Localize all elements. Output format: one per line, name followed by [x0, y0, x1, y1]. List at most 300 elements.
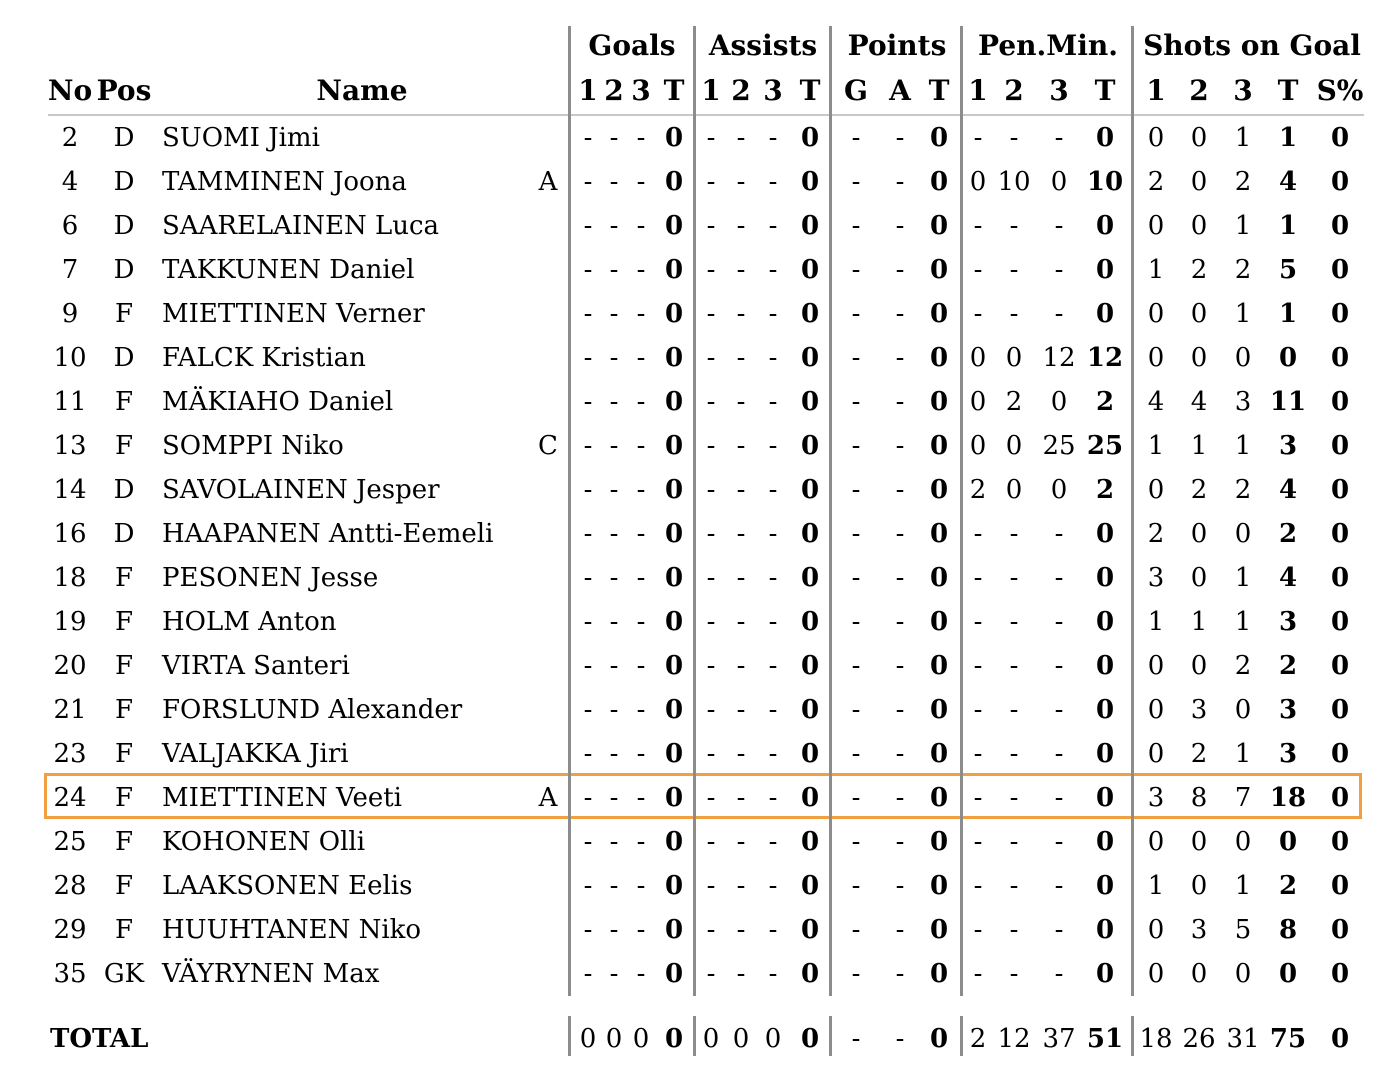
stat-penmin: 0: [1095, 827, 1115, 857]
stat-goals: -: [636, 299, 646, 329]
player-position: F: [114, 563, 134, 593]
stat-goals: -: [583, 563, 593, 593]
stat-goals: -: [636, 783, 646, 813]
player-name: MIETTINEN Veeti: [162, 783, 402, 813]
stat-goals: 0: [664, 343, 684, 373]
player-number: 10: [53, 343, 87, 373]
stat-penmin: -: [1009, 519, 1019, 549]
stat-assists: -: [768, 607, 778, 637]
stat-shots: 3: [1278, 607, 1298, 637]
stat-shots: 0: [1330, 123, 1350, 153]
stat-shots: 0: [1190, 959, 1208, 989]
stat-shots: 0: [1278, 827, 1298, 857]
stat-points: 0: [929, 739, 949, 769]
stat-penmin: 0: [1095, 123, 1115, 153]
stat-points: -: [851, 827, 861, 857]
stat-assists: -: [706, 783, 716, 813]
player-number: 11: [53, 387, 87, 417]
stat-shots: 3: [1147, 563, 1165, 593]
stat-penmin: -: [973, 211, 983, 241]
total-penmin: 37: [1042, 1024, 1076, 1054]
stat-points: 0: [929, 651, 949, 681]
stat-penmin: -: [973, 739, 983, 769]
stat-goals: -: [636, 871, 646, 901]
player-number: 7: [61, 255, 79, 285]
stat-assists: 0: [800, 915, 820, 945]
stat-shots: 1: [1190, 607, 1208, 637]
stat-shots: 1: [1234, 563, 1252, 593]
stat-points: -: [851, 783, 861, 813]
player-role: A: [538, 167, 558, 197]
stat-points: 0: [929, 211, 949, 241]
stat-shots: 3: [1278, 695, 1298, 725]
stat-assists: -: [736, 211, 746, 241]
player-position: F: [114, 871, 134, 901]
stat-shots: 18: [1269, 783, 1307, 813]
header-divider: [48, 114, 1364, 116]
stat-goals: -: [636, 431, 646, 461]
stat-shots: 8: [1190, 783, 1208, 813]
stat-goals: -: [609, 739, 619, 769]
stat-shots: 0: [1234, 695, 1252, 725]
player-name: MÄKIAHO Daniel: [162, 387, 394, 417]
group-header-points: Points: [847, 29, 947, 62]
stat-assists: -: [706, 651, 716, 681]
stat-penmin: 2: [1095, 387, 1115, 417]
stat-assists: -: [706, 827, 716, 857]
stat-assists: -: [736, 167, 746, 197]
stat-goals: -: [636, 255, 646, 285]
stat-shots: 0: [1330, 519, 1350, 549]
stat-goals: -: [636, 343, 646, 373]
stat-penmin: -: [1054, 255, 1064, 285]
stat-penmin: -: [973, 915, 983, 945]
stat-penmin: -: [973, 695, 983, 725]
stat-penmin: 0: [1095, 871, 1115, 901]
stat-assists: -: [736, 695, 746, 725]
col-header-goals: 3: [631, 74, 651, 107]
player-position: F: [114, 915, 134, 945]
stat-points: 0: [929, 123, 949, 153]
player-number: 18: [53, 563, 87, 593]
stat-assists: -: [736, 651, 746, 681]
player-name: TAKKUNEN Daniel: [162, 255, 415, 285]
stat-goals: -: [583, 739, 593, 769]
stat-penmin: -: [1054, 871, 1064, 901]
player-name: SOMPPI Niko: [162, 431, 344, 461]
stat-assists: -: [768, 695, 778, 725]
stat-goals: 0: [664, 651, 684, 681]
player-role: C: [538, 431, 558, 461]
stat-assists: 0: [800, 211, 820, 241]
stat-goals: -: [609, 651, 619, 681]
stat-penmin: 0: [1005, 431, 1023, 461]
stat-goals: -: [583, 519, 593, 549]
player-name: KOHONEN Olli: [162, 827, 366, 857]
stat-shots: 0: [1190, 343, 1208, 373]
stat-shots: 4: [1190, 387, 1208, 417]
stat-goals: -: [583, 915, 593, 945]
stat-assists: -: [736, 519, 746, 549]
stat-penmin: -: [1009, 255, 1019, 285]
stat-goals: -: [583, 255, 593, 285]
stat-goals: -: [609, 783, 619, 813]
stat-goals: -: [609, 959, 619, 989]
stat-assists: -: [736, 343, 746, 373]
stat-goals: -: [609, 563, 619, 593]
player-number: 19: [53, 607, 87, 637]
stat-penmin: -: [1054, 299, 1064, 329]
stat-points: -: [895, 739, 905, 769]
total-assists: 0: [702, 1024, 720, 1054]
stat-penmin: 0: [1050, 167, 1068, 197]
stat-penmin: 10: [1086, 167, 1124, 197]
player-number: 20: [53, 651, 87, 681]
stat-goals: -: [609, 299, 619, 329]
player-role: A: [538, 783, 558, 813]
stat-shots: 8: [1278, 915, 1298, 945]
col-header-no: No: [47, 74, 93, 107]
stat-shots: 2: [1234, 167, 1252, 197]
player-name: SAARELAINEN Luca: [162, 211, 440, 241]
stat-shots: 0: [1147, 915, 1165, 945]
stat-penmin: 25: [1042, 431, 1076, 461]
stat-goals: -: [636, 695, 646, 725]
stat-goals: 0: [664, 167, 684, 197]
stat-points: -: [895, 519, 905, 549]
stat-shots: 0: [1147, 299, 1165, 329]
stat-shots: 4: [1278, 563, 1298, 593]
stat-penmin: -: [1009, 915, 1019, 945]
total-points: -: [895, 1024, 905, 1054]
col-header-penmin: 3: [1049, 74, 1069, 107]
stat-shots: 0: [1330, 431, 1350, 461]
stat-assists: 0: [800, 651, 820, 681]
stat-points: -: [895, 607, 905, 637]
stat-goals: -: [609, 915, 619, 945]
stat-assists: -: [706, 167, 716, 197]
stat-shots: 2: [1190, 739, 1208, 769]
stat-assists: -: [768, 211, 778, 241]
stat-assists: 0: [800, 519, 820, 549]
stat-assists: 0: [800, 475, 820, 505]
stat-penmin: -: [973, 255, 983, 285]
stat-penmin: 0: [1095, 255, 1115, 285]
stat-penmin: 0: [1005, 343, 1023, 373]
stat-goals: -: [583, 387, 593, 417]
stat-penmin: 12: [1042, 343, 1076, 373]
col-header-assists: T: [799, 74, 821, 107]
stat-penmin: 2: [1005, 387, 1023, 417]
stat-points: 0: [929, 431, 949, 461]
stat-assists: -: [736, 123, 746, 153]
total-shots: 0: [1330, 1024, 1350, 1054]
stat-penmin: -: [1054, 915, 1064, 945]
stat-shots: 0: [1234, 519, 1252, 549]
stat-shots: 2: [1234, 651, 1252, 681]
stat-goals: -: [609, 387, 619, 417]
player-name: HAAPANEN Antti-Eemeli: [162, 519, 494, 549]
stat-goals: -: [609, 167, 619, 197]
stat-goals: 0: [664, 255, 684, 285]
stat-penmin: 0: [1095, 695, 1115, 725]
player-position: GK: [103, 959, 145, 989]
stat-goals: 0: [664, 827, 684, 857]
col-header-shots: 3: [1233, 74, 1253, 107]
stat-assists: 0: [800, 695, 820, 725]
stat-goals: -: [609, 695, 619, 725]
stat-points: -: [895, 563, 905, 593]
player-name: PESONEN Jesse: [162, 563, 379, 593]
stat-goals: -: [636, 211, 646, 241]
stat-points: -: [851, 739, 861, 769]
stat-goals: -: [583, 431, 593, 461]
stat-shots: 0: [1330, 387, 1350, 417]
total-goals: 0: [579, 1024, 597, 1054]
stat-goals: -: [583, 959, 593, 989]
stat-shots: 0: [1330, 607, 1350, 637]
stat-shots: 3: [1147, 783, 1165, 813]
stat-penmin: 0: [969, 431, 987, 461]
stat-points: -: [895, 387, 905, 417]
stat-assists: -: [768, 827, 778, 857]
stat-penmin: -: [1054, 607, 1064, 637]
stat-shots: 0: [1190, 211, 1208, 241]
stat-points: 0: [929, 255, 949, 285]
player-position: D: [113, 343, 135, 373]
stat-goals: -: [609, 475, 619, 505]
stat-points: -: [851, 167, 861, 197]
stat-shots: 2: [1278, 871, 1298, 901]
stat-shots: 1: [1234, 607, 1252, 637]
stat-penmin: -: [973, 827, 983, 857]
col-header-goals: T: [663, 74, 685, 107]
player-position: D: [113, 519, 135, 549]
stat-assists: -: [736, 739, 746, 769]
stat-shots: 1: [1234, 123, 1252, 153]
stat-penmin: -: [1009, 299, 1019, 329]
stat-points: -: [851, 651, 861, 681]
player-position: F: [114, 783, 134, 813]
stat-shots: 2: [1234, 475, 1252, 505]
stat-penmin: -: [1009, 959, 1019, 989]
stat-shots: 1: [1234, 431, 1252, 461]
stat-assists: -: [768, 915, 778, 945]
column-divider: [568, 26, 571, 996]
player-number: 24: [53, 783, 87, 813]
stat-assists: 0: [800, 871, 820, 901]
stat-shots: 0: [1147, 695, 1165, 725]
stat-assists: -: [706, 255, 716, 285]
stat-shots: 0: [1330, 563, 1350, 593]
player-number: 28: [53, 871, 87, 901]
stat-assists: -: [768, 475, 778, 505]
player-number: 21: [53, 695, 87, 725]
player-name: HUUHTANEN Niko: [162, 915, 422, 945]
stat-goals: 0: [664, 915, 684, 945]
stat-shots: 1: [1278, 123, 1298, 153]
player-name: VIRTA Santeri: [162, 651, 350, 681]
stat-penmin: 2: [1095, 475, 1115, 505]
stat-assists: -: [706, 739, 716, 769]
stat-penmin: 0: [1095, 299, 1115, 329]
stat-points: -: [895, 475, 905, 505]
stat-goals: -: [636, 959, 646, 989]
stat-assists: 0: [800, 123, 820, 153]
stat-penmin: 10: [997, 167, 1031, 197]
stat-shots: 0: [1190, 519, 1208, 549]
stat-shots: 0: [1234, 827, 1252, 857]
stat-shots: 0: [1330, 959, 1350, 989]
player-position: F: [114, 299, 134, 329]
col-header-penmin: 2: [1004, 74, 1024, 107]
stat-shots: 0: [1330, 651, 1350, 681]
stat-assists: -: [706, 299, 716, 329]
stat-shots: 0: [1190, 299, 1208, 329]
stat-points: -: [895, 299, 905, 329]
player-name: MIETTINEN Verner: [162, 299, 425, 329]
stat-shots: 0: [1278, 343, 1298, 373]
stat-goals: -: [636, 915, 646, 945]
stat-shots: 0: [1147, 739, 1165, 769]
stat-shots: 5: [1234, 915, 1252, 945]
stat-assists: -: [736, 475, 746, 505]
stat-penmin: -: [1054, 739, 1064, 769]
stat-goals: -: [583, 123, 593, 153]
stat-assists: 0: [800, 167, 820, 197]
stat-penmin: -: [973, 299, 983, 329]
stat-penmin: 0: [969, 343, 987, 373]
stat-points: -: [851, 871, 861, 901]
player-position: F: [114, 827, 134, 857]
stat-shots: 3: [1190, 915, 1208, 945]
stat-goals: -: [609, 827, 619, 857]
stat-penmin: -: [1009, 211, 1019, 241]
stat-penmin: -: [1009, 695, 1019, 725]
stat-shots: 1: [1147, 607, 1165, 637]
stat-shots: 0: [1330, 475, 1350, 505]
stat-points: 0: [929, 563, 949, 593]
stat-points: -: [895, 695, 905, 725]
stat-penmin: -: [1054, 695, 1064, 725]
stat-penmin: -: [973, 871, 983, 901]
stat-assists: 0: [800, 959, 820, 989]
stat-shots: 7: [1234, 783, 1252, 813]
stat-shots: 2: [1147, 167, 1165, 197]
stat-penmin: -: [973, 563, 983, 593]
stat-shots: 0: [1330, 255, 1350, 285]
total-points: 0: [929, 1024, 949, 1054]
stat-points: -: [851, 475, 861, 505]
stat-shots: 0: [1330, 915, 1350, 945]
player-name: FORSLUND Alexander: [162, 695, 463, 725]
stat-goals: 0: [664, 739, 684, 769]
stat-shots: 0: [1147, 959, 1165, 989]
stat-shots: 0: [1147, 827, 1165, 857]
total-assists: 0: [732, 1024, 750, 1054]
player-number: 23: [53, 739, 87, 769]
stat-assists: -: [706, 959, 716, 989]
column-divider: [568, 1016, 571, 1056]
player-number: 29: [53, 915, 87, 945]
col-header-goals: 1: [578, 74, 598, 107]
stat-points: 0: [929, 475, 949, 505]
col-header-assists: 2: [731, 74, 751, 107]
stat-penmin: 0: [1095, 959, 1115, 989]
total-shots: 75: [1269, 1024, 1307, 1054]
stat-penmin: 0: [1095, 915, 1115, 945]
stat-penmin: 0: [1095, 563, 1115, 593]
stat-points: 0: [929, 387, 949, 417]
stat-penmin: -: [973, 959, 983, 989]
stat-goals: -: [583, 871, 593, 901]
player-position: F: [114, 651, 134, 681]
stat-goals: 0: [664, 563, 684, 593]
stat-goals: -: [583, 827, 593, 857]
stat-penmin: -: [1054, 563, 1064, 593]
player-number: 13: [53, 431, 87, 461]
stat-shots: 1: [1234, 871, 1252, 901]
group-header-penmin: Pen.Min.: [978, 29, 1118, 62]
stat-shots: 0: [1330, 739, 1350, 769]
stat-penmin: 0: [1005, 475, 1023, 505]
player-name: TAMMINEN Joona: [162, 167, 407, 197]
stat-shots: 4: [1278, 475, 1298, 505]
stat-points: -: [851, 915, 861, 945]
stat-penmin: -: [1009, 651, 1019, 681]
stat-goals: 0: [664, 695, 684, 725]
stat-goals: -: [636, 563, 646, 593]
stat-assists: 0: [800, 299, 820, 329]
player-name: HOLM Anton: [162, 607, 337, 637]
total-goals: 0: [664, 1024, 684, 1054]
column-divider: [960, 26, 963, 996]
stat-shots: 0: [1190, 167, 1208, 197]
stat-goals: -: [609, 211, 619, 241]
stat-assists: -: [706, 343, 716, 373]
stat-shots: 0: [1234, 959, 1252, 989]
stat-assists: -: [768, 167, 778, 197]
stat-shots: 3: [1278, 431, 1298, 461]
stat-points: 0: [929, 915, 949, 945]
stat-points: 0: [929, 607, 949, 637]
stat-assists: -: [768, 299, 778, 329]
total-label: TOTAL: [50, 1024, 149, 1054]
stat-goals: -: [636, 387, 646, 417]
player-number: 2: [61, 123, 79, 153]
stat-points: -: [895, 871, 905, 901]
stat-penmin: -: [1054, 827, 1064, 857]
stat-penmin: -: [973, 607, 983, 637]
stat-assists: -: [736, 299, 746, 329]
stat-assists: -: [736, 255, 746, 285]
stat-penmin: 0: [1095, 519, 1115, 549]
stat-goals: -: [636, 475, 646, 505]
total-goals: 0: [632, 1024, 650, 1054]
total-assists: 0: [800, 1024, 820, 1054]
stat-points: -: [895, 123, 905, 153]
stat-penmin: -: [1009, 563, 1019, 593]
stat-points: -: [895, 167, 905, 197]
stat-penmin: -: [973, 783, 983, 813]
stat-points: 0: [929, 343, 949, 373]
col-header-points: T: [928, 74, 950, 107]
stat-points: -: [895, 783, 905, 813]
stat-shots: 0: [1330, 827, 1350, 857]
stat-goals: -: [583, 299, 593, 329]
stat-assists: 0: [800, 387, 820, 417]
stat-points: -: [851, 255, 861, 285]
